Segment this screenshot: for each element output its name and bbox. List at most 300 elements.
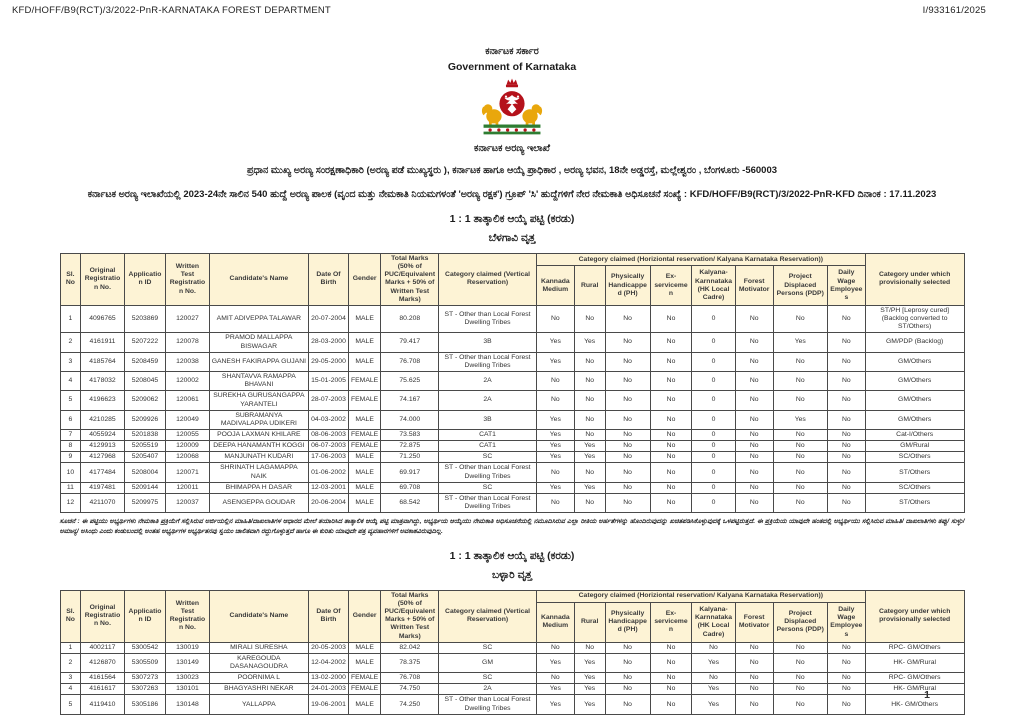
cell: HK- GM/Rural xyxy=(865,653,964,672)
cell: 130023 xyxy=(166,673,209,684)
cell: 2A xyxy=(439,391,537,410)
cell: 12 xyxy=(60,493,81,512)
cell: Yes xyxy=(574,673,605,684)
section-title-ballari: 1 : 1 ತಾತ್ಕಾಲಿಕ ಆಯ್ಕೆ ಪಟ್ಟಿ (ಕರಡು) xyxy=(449,549,575,562)
cell: No xyxy=(650,333,692,352)
cell: 5305509 xyxy=(124,653,166,672)
cell: 5305186 xyxy=(124,695,166,714)
candidate-row xyxy=(60,642,964,653)
col-cat-vertical: Category claimed (Vertical Reservation) xyxy=(439,254,537,306)
cell: No xyxy=(735,333,773,352)
cell: RPC- GM/Others xyxy=(865,673,964,684)
cell: No xyxy=(574,352,605,371)
cell: Yes xyxy=(536,653,574,672)
table-body-belagavi xyxy=(60,305,964,512)
cell: Yes xyxy=(773,410,827,429)
cell: DEEPA HANAMANTH KOGGI xyxy=(209,441,308,452)
cell: Yes xyxy=(574,333,605,352)
cell: 5207222 xyxy=(124,333,166,352)
cell: GM xyxy=(439,653,537,672)
cell: No xyxy=(574,642,605,653)
cell: Yes xyxy=(536,695,574,714)
cell: 4161564 xyxy=(81,673,124,684)
cell: 0 xyxy=(692,352,735,371)
cell: MALE xyxy=(348,410,381,429)
col-forest-motivator: Forest Motivator xyxy=(735,266,773,306)
karnataka-emblem-graphic xyxy=(479,78,545,136)
cell: No xyxy=(735,391,773,410)
cell: RPC- GM/Others xyxy=(865,642,964,653)
cell: No xyxy=(605,695,650,714)
cell: 5 xyxy=(60,695,81,714)
cell: No xyxy=(650,305,692,332)
cell: 29-05-2000 xyxy=(309,352,349,371)
cell: 3B xyxy=(439,333,537,352)
cell: 120009 xyxy=(166,441,209,452)
cell: No xyxy=(735,429,773,440)
cell: No xyxy=(735,673,773,684)
cell: No xyxy=(650,429,692,440)
table-body-ballari xyxy=(60,642,964,714)
candidate-row xyxy=(60,441,964,452)
cell: Cat-I/Others xyxy=(865,429,964,440)
table-header xyxy=(60,254,964,306)
cell: 120049 xyxy=(166,410,209,429)
cell: 5209062 xyxy=(124,391,166,410)
cell: No xyxy=(605,684,650,695)
cell: No xyxy=(650,352,692,371)
cell: 4002117 xyxy=(81,642,124,653)
notification-line: ಕರ್ನಾಟಕ ಅರಣ್ಯ ಇಲಾಖೆಯಲ್ಲಿ 2023-24ನೇ ಸಾಲಿನ 540 ಹುದ್ದೆ ಅರಣ್ಯ ಪಾಲಕ (ವೃಂದ ಮತ್ತು ನೇಮಕಾತಿ ನಿಯಮಗಳಂತೆ 'ಅರಣ್ಯ ರಕ್ಷಕ') ಗ್ರೂಪ್ 'ಸಿ' ಹುದ್ದೆಗಳಿಗೆ ನೇರ ನೇಮಕಾತಿ ಅಧಿಸೂಚನೆ ಸಂಖ್ಯೆ : KFD/HOFF/B9(RCT)/3/2022-PnR-KFD ದಿನಾಂಕ : 17.11.2023 xyxy=(87,189,937,200)
cell: ST - Other than Local Forest Dwelling Tribes xyxy=(439,352,537,371)
cell: No xyxy=(536,642,574,653)
cell: MALE xyxy=(348,352,381,371)
cell: No xyxy=(827,333,865,352)
selection-table-belagavi xyxy=(60,253,965,513)
cell: Yes xyxy=(536,333,574,352)
cell: No xyxy=(605,493,650,512)
cell: 1 xyxy=(60,305,81,332)
cell: 9 xyxy=(60,452,81,463)
cell: No xyxy=(650,410,692,429)
selection-table-ballari xyxy=(60,590,965,715)
cell: 4161911 xyxy=(81,333,124,352)
cell: 0 xyxy=(692,452,735,463)
cell: Yes xyxy=(574,653,605,672)
col-kalyana-karnataka: Kalyana- Karnnataka (HK Local Cadre) xyxy=(692,266,735,306)
candidate-row xyxy=(60,684,964,695)
cell: No xyxy=(605,352,650,371)
col-pdp: Project Displaced Persons (PDP) xyxy=(773,266,827,306)
cell: No xyxy=(735,653,773,672)
cell: 4 xyxy=(60,684,81,695)
cell: MALE xyxy=(348,695,381,714)
cell: HK- GM/Others xyxy=(865,695,964,714)
footnote-body: ಈ ಪಟ್ಟಿಯು ಅಭ್ಯರ್ಥಿಗಳು ನೇಮಕಾತಿ ಪ್ರಕ್ರಿಯೆಗೆ ಸಲ್ಲಿಸಿರುವ ಅರ್ಜಿಯಲ್ಲಿನ ಮಾಹಿತಿ/ದಾಖಲಾತಿಗಳ ಆಧಾರದ ಮೇಲೆ ತಯಾರಿಸಿದ ತಾತ್ಕಾಲಿಕ ಆಯ್ಕೆ ಪಟ್ಟಿ ಮಾತ್ರವಾಗಿದ್ದು, ಅಭ್ಯರ್ಥಿಯ ಆಯ್ಕೆಯು ನೇಮಕಾತಿ ಅಧಿಸೂಚನೆಯಲ್ಲಿ ನಮೂದಿಸಿರುವ ಎಲ್ಲಾ ರೀತಿಯ ಅರ್ಹತೆಗಳನ್ನು ಹೊಂದಿರುವುದನ್ನು ಖಚಿತಪಡಿಸಿಕೊಳ್ಳುವುದಕ್ಕೆ ಒಳಪಟ್ಟಿರುತ್ತದೆ. ಈ ಪ್ರಕ್ರಿಯೆಯ ಯಾವುದೇ ಹಂತದಲ್ಲಿ ಅಭ್ಯರ್ಥಿಯು ಸಲ್ಲಿಸಿರುವ ಮಾಹಿತಿ/ ದಾಖಲಾತಿಗಳು ತಪ್ಪು/ ಸುಳ್ಳು/ ಅಮಾನ್ಯ/ ಅಸಿಂಧು ಎಂದು ಕಂಡುಬಂದಲ್ಲಿ ಅಂತಹ ಅಭ್ಯರ್ಥಿಗಳ ಅಭ್ಯರ್ಥಿತನವು ಸ್ವಯಂ ಚಾಲಿತವಾಗಿ ರದ್ದುಗೊಳ್ಳುತ್ತದೆ ಹಾಗೂ ಈ ಕುರಿತು ಯಾವುದೇ ಪತ್ರ ವ್ಯವಹಾರಗಳಿಗೆ ಅವಕಾಶವಿರುವುದಿಲ್ಲ. xyxy=(59,518,965,535)
col-written-test-reg: Written Test Registration No. xyxy=(166,254,209,306)
cell: Yes xyxy=(692,695,735,714)
cell: 13-02-2000 xyxy=(309,673,349,684)
cell: No xyxy=(827,429,865,440)
cell: 5307273 xyxy=(124,673,166,684)
cell: No xyxy=(536,372,574,391)
cell: 4055924 xyxy=(81,429,124,440)
cell: 120061 xyxy=(166,391,209,410)
col-written-test-reg: Written Test Registration No. xyxy=(166,590,209,642)
cell: No xyxy=(650,391,692,410)
cell: Yes xyxy=(536,684,574,695)
cell: KAREGOUDA DASANAGOUDRA xyxy=(209,653,308,672)
cell: POORNIMA L xyxy=(209,673,308,684)
cell: 4096765 xyxy=(81,305,124,332)
cell: GM/Others xyxy=(865,410,964,429)
col-dob: Date Of Birth xyxy=(309,590,349,642)
cell: 130148 xyxy=(166,695,209,714)
cell: No xyxy=(536,673,574,684)
cell: No xyxy=(735,441,773,452)
cell: 0 xyxy=(692,429,735,440)
cell: MANJUNATH KUDARI xyxy=(209,452,308,463)
cell: 12-04-2002 xyxy=(309,653,349,672)
cell: No xyxy=(827,391,865,410)
cell: No xyxy=(827,305,865,332)
candidate-row xyxy=(60,391,964,410)
cell: GM/PDP (Backlog) xyxy=(865,333,964,352)
cell: 4119410 xyxy=(81,695,124,714)
cell: No xyxy=(827,441,865,452)
cell: 8 xyxy=(60,441,81,452)
cell: No xyxy=(605,673,650,684)
cell: MALE xyxy=(348,493,381,512)
cell: 15-01-2005 xyxy=(309,372,349,391)
cell: No xyxy=(605,482,650,493)
cell: Yes xyxy=(536,429,574,440)
cell: 68.542 xyxy=(381,493,439,512)
cell: 06-07-2003 xyxy=(309,441,349,452)
cell: 28-03-2000 xyxy=(309,333,349,352)
cell: 69.708 xyxy=(381,482,439,493)
cell: 130101 xyxy=(166,684,209,695)
cell: No xyxy=(650,673,692,684)
cell: No xyxy=(735,352,773,371)
cell: FEMALE xyxy=(348,372,381,391)
cell: PRAMOD MALLAPPA BISWAGAR xyxy=(209,333,308,352)
cell: ST/PH [Leprosy cured] (Backlog converted to ST/Others) xyxy=(865,305,964,332)
cell: SC/Others xyxy=(865,452,964,463)
cell: 4 xyxy=(60,372,81,391)
letterhead xyxy=(0,46,1024,154)
cell: SC xyxy=(439,482,537,493)
candidate-row xyxy=(60,305,964,332)
cell: No xyxy=(574,493,605,512)
cell: 120068 xyxy=(166,452,209,463)
col-daily-wage: Daily Wage Employees xyxy=(827,603,865,643)
col-kannada-medium: Kannada Medium xyxy=(536,603,574,643)
cell: 4127968 xyxy=(81,452,124,463)
footnote-label: ಸೂಚನೆ : xyxy=(59,518,80,526)
cell: 4196623 xyxy=(81,391,124,410)
cell: SC xyxy=(439,452,537,463)
candidate-row xyxy=(60,653,964,672)
cell: MALE xyxy=(348,642,381,653)
cell: 120027 xyxy=(166,305,209,332)
cell: BHAGYASHRI NEKAR xyxy=(209,684,308,695)
candidate-row xyxy=(60,463,964,482)
cell: Yes xyxy=(536,410,574,429)
cell: 120011 xyxy=(166,482,209,493)
cell: 20-07-2004 xyxy=(309,305,349,332)
cell: No xyxy=(735,410,773,429)
cell: Yes xyxy=(536,482,574,493)
cell: GM/Rural xyxy=(865,441,964,452)
document-reference: KFD/HOFF/B9(RCT)/3/2022-PnR-KARNATAKA FOREST DEPARTMENT xyxy=(12,5,331,16)
cell: 78.375 xyxy=(381,653,439,672)
footnote xyxy=(60,517,965,537)
cell: 0 xyxy=(692,463,735,482)
cell: No xyxy=(827,642,865,653)
col-cat-horizontal-group: Category claimed (Horiziontal reservation/ Kalyana Karnataka Reservation)) xyxy=(536,590,865,602)
cell: 4178032 xyxy=(81,372,124,391)
cell: 28-07-2003 xyxy=(309,391,349,410)
candidate-row xyxy=(60,410,964,429)
cell: No xyxy=(773,695,827,714)
cell: 74.250 xyxy=(381,695,439,714)
cell: GM/Others xyxy=(865,391,964,410)
cell: 20-05-2003 xyxy=(309,642,349,653)
karnataka-emblem xyxy=(479,78,545,141)
cell: No xyxy=(650,463,692,482)
cell: 4210285 xyxy=(81,410,124,429)
cell: 5208004 xyxy=(124,463,166,482)
cell: 74.750 xyxy=(381,684,439,695)
col-daily-wage: Daily Wage Employees xyxy=(827,266,865,306)
cell: 5203869 xyxy=(124,305,166,332)
cell: ST/Others xyxy=(865,463,964,482)
col-rural: Rural xyxy=(574,603,605,643)
cell: SC/Others xyxy=(865,482,964,493)
cell: Yes xyxy=(773,333,827,352)
cell: 17-06-2003 xyxy=(309,452,349,463)
candidate-row xyxy=(60,333,964,352)
cell: 4185764 xyxy=(81,352,124,371)
cell: 4197481 xyxy=(81,482,124,493)
cell: SUREKHA GURUSANGAPPA YARANTELI xyxy=(209,391,308,410)
cell: No xyxy=(735,493,773,512)
cell: 5300542 xyxy=(124,642,166,653)
cell: No xyxy=(773,684,827,695)
cell: No xyxy=(605,441,650,452)
cell: GM/Others xyxy=(865,352,964,371)
cell: 72.875 xyxy=(381,441,439,452)
col-total-marks: Total Marks (50% of PUC/Equivalent Marks + 50% of Written Test Marks) xyxy=(381,590,439,642)
candidate-row xyxy=(60,673,964,684)
col-sl-no: Sl. No xyxy=(60,590,81,642)
cell: No xyxy=(605,653,650,672)
cell: 5209926 xyxy=(124,410,166,429)
cell: 20-06-2004 xyxy=(309,493,349,512)
cell: 5205519 xyxy=(124,441,166,452)
cell: No xyxy=(773,493,827,512)
cell: No xyxy=(650,653,692,672)
cell: No xyxy=(536,493,574,512)
cell: 2A xyxy=(439,372,537,391)
col-gender: Gender xyxy=(348,254,381,306)
office-address-line: ಪ್ರಧಾನ ಮುಖ್ಯ ಅರಣ್ಯ ಸಂರಕ್ಷಣಾಧಿಕಾರಿ (ಅರಣ್ಯ ಪಡೆ ಮುಖ್ಯಸ್ಥರು ), ಕರ್ನಾಟಕ ಹಾಗೂ ಆಯ್ಕೆ ಪ್ರಾಧಿಕಾರ , ಅರಣ್ಯ ಭವನ, 18ನೇ ಅಡ್ಡರಸ್ತೆ, ಮಲ್ಲೇಶ್ವರಂ , ಬೆಂಗಳೂರು -560003 xyxy=(246,165,778,176)
cell: No xyxy=(773,452,827,463)
cell: 11 xyxy=(60,482,81,493)
cell: 2A xyxy=(439,684,537,695)
cell: No xyxy=(827,684,865,695)
cell: No xyxy=(735,463,773,482)
cell: No xyxy=(773,463,827,482)
col-selected-category: Category under which provisionally selected xyxy=(865,254,964,306)
cell: GANESH FAKIRAPPA GUJANI xyxy=(209,352,308,371)
candidate-row xyxy=(60,352,964,371)
cell: 130019 xyxy=(166,642,209,653)
cell: 5208459 xyxy=(124,352,166,371)
cell: No xyxy=(605,333,650,352)
cell: No xyxy=(605,410,650,429)
cell: No xyxy=(827,695,865,714)
cell: 5205407 xyxy=(124,452,166,463)
cell: No xyxy=(692,642,735,653)
cell: ST - Other than Local Forest Dwelling Tribes xyxy=(439,463,537,482)
cell: Yes xyxy=(574,441,605,452)
document-id: I/933161/2025 xyxy=(922,5,986,16)
cell: SHANTAVVA RAMAPPA BHAVANI xyxy=(209,372,308,391)
cell: 5208045 xyxy=(124,372,166,391)
department-title-kannada: ಕರ್ನಾಟಕ ಅರಣ್ಯ ಇಲಾಖೆ xyxy=(474,143,550,154)
cell: MALE xyxy=(348,305,381,332)
cell: Yes xyxy=(574,482,605,493)
government-title-kannada: ಕರ್ನಾಟಕ ಸರ್ಕಾರ xyxy=(485,46,539,57)
cell: No xyxy=(735,684,773,695)
cell: 4177484 xyxy=(81,463,124,482)
col-gender: Gender xyxy=(348,590,381,642)
cell: 12-03-2001 xyxy=(309,482,349,493)
cell: 73.583 xyxy=(381,429,439,440)
cell: 4129913 xyxy=(81,441,124,452)
cell: No xyxy=(735,642,773,653)
cell: No xyxy=(773,441,827,452)
cell: No xyxy=(735,452,773,463)
cell: No xyxy=(650,452,692,463)
cell: FEMALE xyxy=(348,391,381,410)
col-selected-category: Category under which provisionally selected xyxy=(865,590,964,642)
col-rural: Rural xyxy=(574,266,605,306)
cell: 120002 xyxy=(166,372,209,391)
cell: 4211070 xyxy=(81,493,124,512)
cell: BHIMAPPA H DASAR xyxy=(209,482,308,493)
cell: MALE xyxy=(348,463,381,482)
cell: 76.708 xyxy=(381,673,439,684)
cell: SHRINATH LAGAMAPPA NAIK xyxy=(209,463,308,482)
col-pdp: Project Displaced Persons (PDP) xyxy=(773,603,827,643)
cell: No xyxy=(773,372,827,391)
col-ph: Physically Handicapped (PH) xyxy=(605,266,650,306)
cell: SUBRAMANYA MADIVALAPPA UDIKERI xyxy=(209,410,308,429)
cell: No xyxy=(536,391,574,410)
document-header-bar xyxy=(0,0,1024,16)
cell: No xyxy=(827,352,865,371)
col-kalyana-karnataka: Kalyana- Karnnataka (HK Local Cadre) xyxy=(692,603,735,643)
cell: No xyxy=(827,410,865,429)
cell: No xyxy=(773,352,827,371)
cell: 01-06-2002 xyxy=(309,463,349,482)
cell: No xyxy=(605,372,650,391)
candidate-row xyxy=(60,452,964,463)
cell: No xyxy=(827,452,865,463)
cell: 0 xyxy=(692,391,735,410)
cell: MALE xyxy=(348,452,381,463)
cell: 0 xyxy=(692,372,735,391)
cell: 3 xyxy=(60,352,81,371)
cell: 08-06-2003 xyxy=(309,429,349,440)
col-dob: Date Of Birth xyxy=(309,254,349,306)
col-app-id: Application ID xyxy=(124,590,166,642)
page-number: 1 xyxy=(924,689,930,701)
cell: FEMALE xyxy=(348,684,381,695)
cell: No xyxy=(773,642,827,653)
cell: No xyxy=(735,305,773,332)
cell: 4161617 xyxy=(81,684,124,695)
col-kannada-medium: Kannada Medium xyxy=(536,266,574,306)
cell: No xyxy=(773,305,827,332)
cell: No xyxy=(650,493,692,512)
cell: 120055 xyxy=(166,429,209,440)
cell: No xyxy=(735,372,773,391)
cell: Yes xyxy=(536,452,574,463)
cell: 7 xyxy=(60,429,81,440)
cell: 75.625 xyxy=(381,372,439,391)
cell: No xyxy=(827,482,865,493)
cell: 5209144 xyxy=(124,482,166,493)
candidate-row xyxy=(60,429,964,440)
cell: MALE xyxy=(348,653,381,672)
cell: POOJA LAXMAN KHILARE xyxy=(209,429,308,440)
cell: AMIT ADIVEPPA TALAWAR xyxy=(209,305,308,332)
cell: No xyxy=(536,305,574,332)
cell: 3B xyxy=(439,410,537,429)
col-total-marks: Total Marks (50% of PUC/Equivalent Marks + 50% of Written Test Marks) xyxy=(381,254,439,306)
cell: CAT1 xyxy=(439,429,537,440)
cell: No xyxy=(650,441,692,452)
candidate-row xyxy=(60,482,964,493)
section-subtitle-ballari: ಬಳ್ಳಾರಿ ವೃತ್ತ xyxy=(491,568,533,581)
cell: No xyxy=(735,482,773,493)
cell: No xyxy=(605,463,650,482)
cell: No xyxy=(605,429,650,440)
cell: No xyxy=(827,493,865,512)
cell: 10 xyxy=(60,463,81,482)
cell: No xyxy=(827,673,865,684)
cell: No xyxy=(574,305,605,332)
cell: No xyxy=(574,463,605,482)
cell: 76.708 xyxy=(381,352,439,371)
cell: 80.208 xyxy=(381,305,439,332)
cell: FEMALE xyxy=(348,673,381,684)
candidate-row xyxy=(60,695,964,714)
cell: No xyxy=(605,452,650,463)
cell: 74.000 xyxy=(381,410,439,429)
cell: YALLAPPA xyxy=(209,695,308,714)
cell: No xyxy=(574,429,605,440)
cell: No xyxy=(536,463,574,482)
col-candidate-name: Candidate's Name xyxy=(209,590,308,642)
cell: No xyxy=(650,372,692,391)
government-title-english: Government of Karnataka xyxy=(447,61,577,73)
cell: No xyxy=(574,372,605,391)
